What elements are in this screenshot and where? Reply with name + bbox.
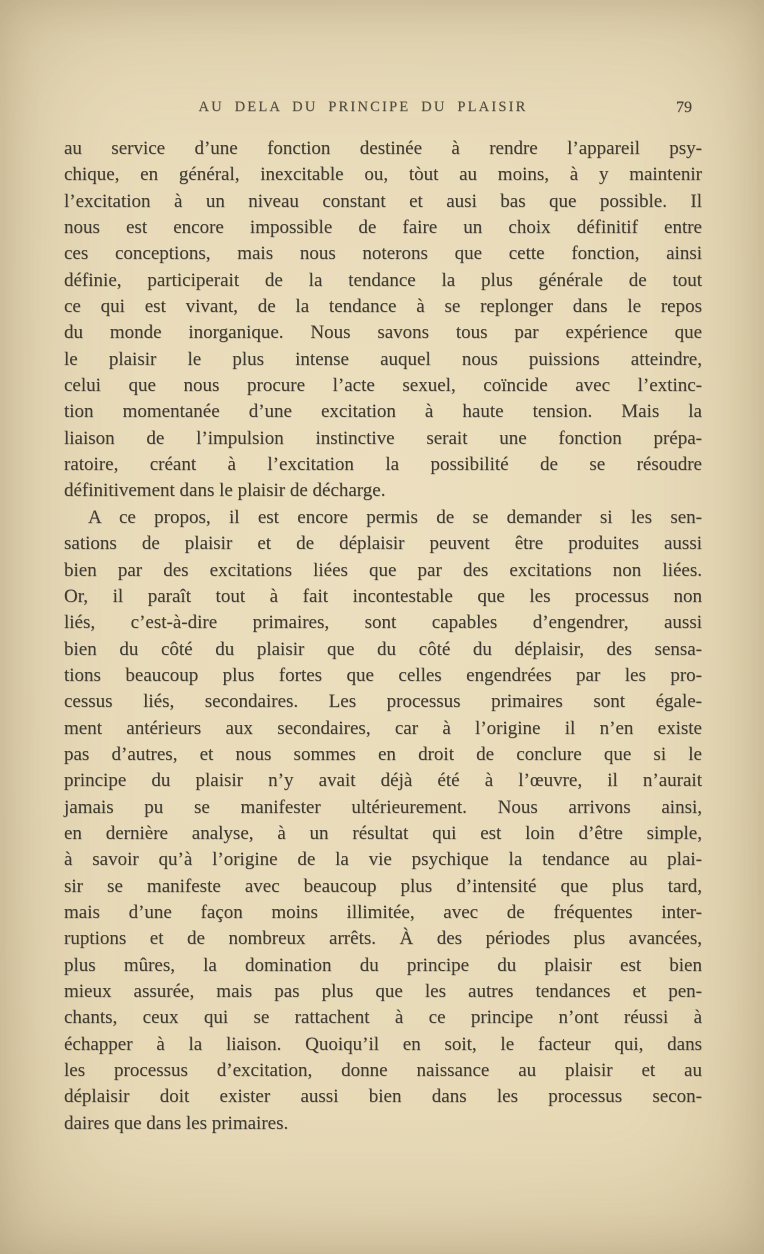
text-line: sations de plaisir et de déplaisir peuvent être produites aussi	[64, 533, 702, 555]
running-head	[64, 99, 702, 121]
text-line: ces conceptions, mais nous noterons que cette fonction, ainsi	[64, 243, 702, 265]
text-line: l’excitation à un niveau constant et ausi bas que possible. Il	[64, 190, 702, 212]
text-line: sir se manifeste avec beaucoup plus d’intensité que plus tard,	[64, 875, 702, 897]
text-line: ce qui est vivant, de la tendance à se replonger dans le repos	[64, 296, 702, 318]
text-line: A ce propos, il est encore permis de se demander si les sen-	[88, 506, 702, 528]
text-line: pas d’autres, et nous sommes en droit de conclure que si le	[64, 743, 702, 765]
text-line: définie, participerait de la tendance la plus générale de tout	[64, 269, 702, 291]
text-line: en dernière analyse, à un résultat qui est loin d’être simple,	[64, 822, 702, 844]
text-line: liaison de l’impulsion instinctive serait une fonction prépa-	[64, 427, 702, 449]
text-line: liés, c’est-à-dire primaires, sont capables d’engendrer, aussi	[64, 612, 702, 634]
text-line: principe du plaisir n’y avait déjà été à l’œuvre, il n’aurait	[64, 770, 702, 792]
text-line: nous est encore impossible de faire un choix définitif entre	[64, 217, 702, 239]
text-line: ment antérieurs aux secondaires, car à l’origine il n’en existe	[64, 717, 702, 739]
text-line: définitivement dans le plaisir de décharge.	[64, 480, 386, 502]
body-text	[64, 136, 702, 1137]
text-line: celui que nous procure l’acte sexuel, coïncide avec l’extinc-	[64, 375, 702, 397]
text-line: daires que dans les primaires.	[64, 1112, 289, 1134]
text-line: bien par des excitations liées que par des excitations non liées.	[64, 559, 702, 581]
text-line: jamais pu se manifester ultérieurement. Nous arrivons ainsi,	[64, 796, 702, 818]
text-line: déplaisir doit exister aussi bien dans les processus secon-	[64, 1086, 702, 1108]
running-title: AU DELA DU PRINCIPE DU PLAISIR	[198, 99, 528, 115]
text-line: ruptions et de nombreux arrêts. À des périodes plus avancées,	[64, 928, 702, 950]
text-line: au service d’une fonction destinée à rendre l’appareil psy-	[64, 138, 702, 159]
text-line: du monde inorganique. Nous savons tous par expérience que	[64, 322, 702, 344]
text-line: échapper à la liaison. Quoiqu’il en soit, le facteur qui, dans	[64, 1033, 702, 1055]
page-number: 79	[676, 99, 692, 116]
text-line: chique, en général, inexcitable ou, tòut au moins, à y maintenir	[64, 164, 702, 186]
text-line: tions beaucoup plus fortes que celles engendrées par les pro-	[64, 664, 702, 686]
text-line: les processus d’excitation, donne naissance au plaisir et au	[64, 1060, 702, 1082]
text-line: plus mûres, la domination du principe du plaisir est bien	[64, 954, 702, 976]
text-line: cessus liés, secondaires. Les processus primaires sont égale-	[64, 691, 702, 713]
text-line: chants, ceux qui se rattachent à ce principe n’ont réussi à	[64, 1007, 702, 1029]
text-line: le plaisir le plus intense auquel nous puissions atteindre,	[64, 348, 702, 370]
text-line: tion momentanée d’une excitation à haute tension. Mais la	[64, 401, 702, 423]
text-line: ratoire, créant à l’excitation la possibilité de se résoudre	[64, 454, 702, 476]
text-line: Or, il paraît tout à fait incontestable que les processus non	[64, 585, 702, 607]
text-line: mieux assurée, mais pas plus que les autres tendances et pen-	[64, 981, 702, 1002]
text-line: bien du côté du plaisir que du côté du déplaisir, des sensa-	[64, 638, 702, 660]
text-line: mais d’une façon moins illimitée, avec de fréquentes inter-	[64, 901, 702, 923]
text-line: à savoir qu’à l’origine de la vie psychique la tendance au plai-	[64, 849, 702, 871]
